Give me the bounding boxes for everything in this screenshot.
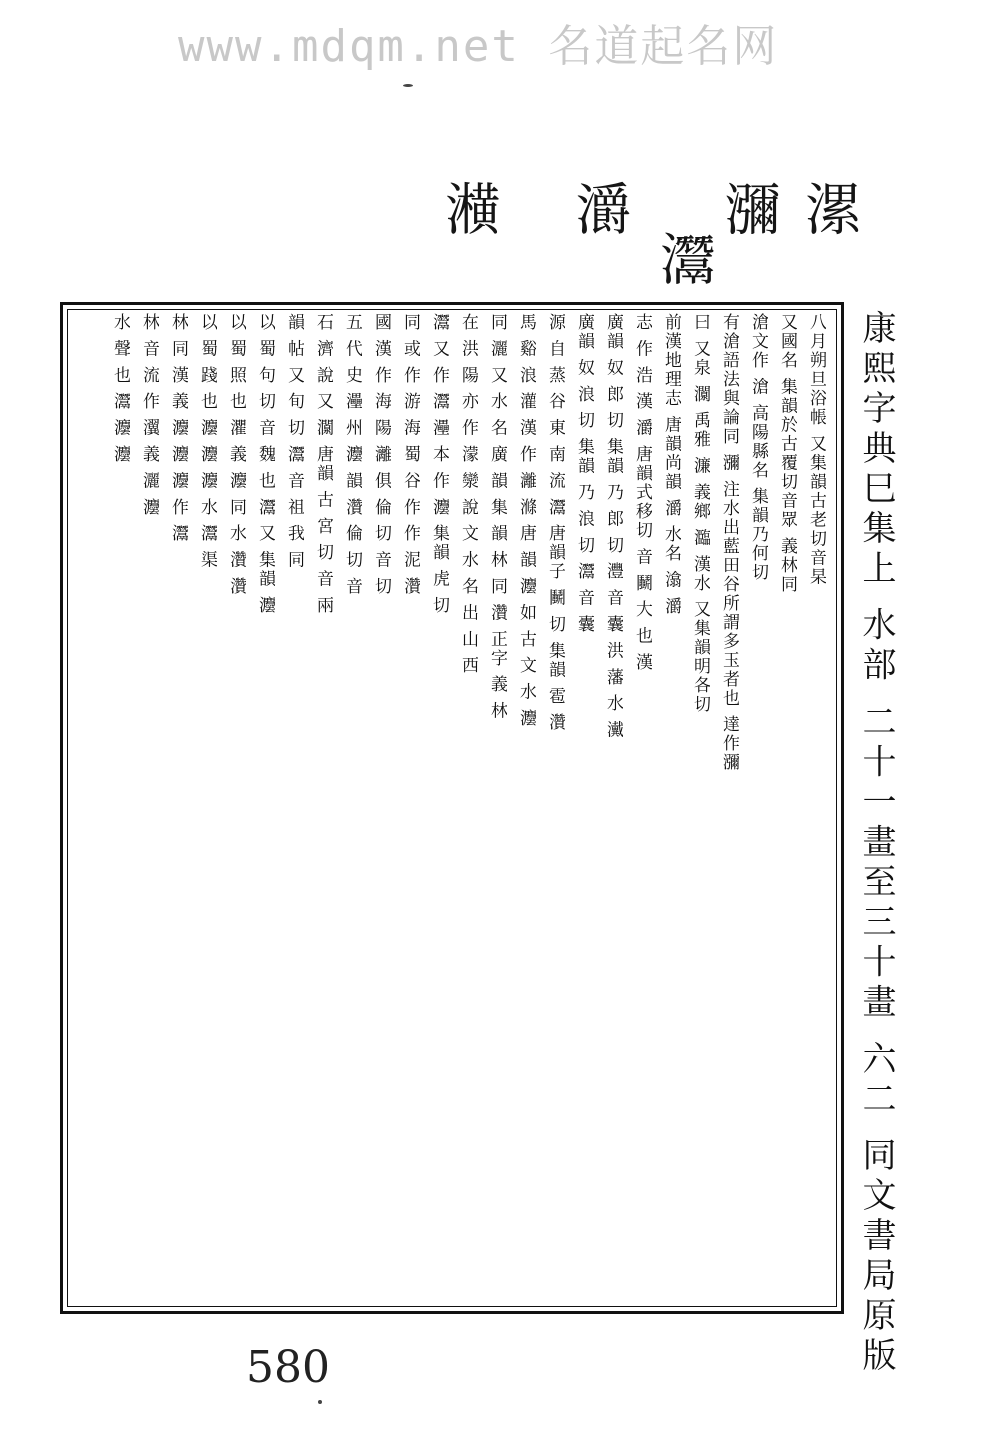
- text-column: 馬 谿 浪 灌 漢 作 灕 滌 唐 韻 灋 如 古 文 水 灋: [516, 313, 536, 729]
- text-column: 八月朔旦浴帳 又集韻古老切音杲: [806, 313, 826, 587]
- seal-glyph: 灊: [651, 230, 716, 286]
- text-column: 有滄語法與論同 瀰 注水出藍田谷所謂多玉者也 達作瀰: [719, 313, 739, 773]
- scan-speck: [318, 1400, 322, 1404]
- side-header: 康熙字典巳集上 水部 二十一畫至三十畫 六二 同文書局原版: [856, 310, 896, 1378]
- text-column: 廣韻 奴 郎 切 集韻 乃 郎 切 灃 音 囊 洪 藩 水 瀻: [603, 313, 623, 740]
- page-number: 580: [246, 1342, 330, 1393]
- text-column: 以 蜀 照 也 灈 義 灋 同 水 灒 灒: [226, 313, 246, 597]
- seal-script-row: [420, 180, 860, 300]
- text-column: 水 聲 也 灊 灋 灋: [110, 313, 130, 465]
- text-column: 以 蜀 踐 也 灋 灋 灋 水 灊 渠: [197, 313, 217, 570]
- dictionary-text-frame: [60, 302, 844, 1314]
- text-column: 以 蜀 句 切 音 魏 也 灊 又 集韻 灋: [255, 313, 275, 616]
- seal-glyph: 漯: [796, 180, 861, 236]
- text-column: 同 灑 又 水 名 廣 韻 集 韻 林 同 灒 正字 義 林: [487, 313, 507, 721]
- text-column: 前漢地理志 唐韻尚韻 灂 水名 潝 灂: [661, 313, 681, 617]
- text-column: 曰 又泉 灁 禹雅 濂 義鄉 瀶 漢水 又集韻明各切: [690, 313, 710, 715]
- text-column: 源 自 蒸 谷 東 南 流 灊 唐韻子 鬭 切 集韻 雹 灒: [545, 313, 565, 733]
- text-column: 國 漢 作 海 陽 灕 俱 倫 切 音 切: [371, 313, 391, 597]
- text-column: 石 濟 說 又 灁 唐韻 古 宮 切 音 兩: [313, 313, 333, 616]
- scan-speck: [403, 84, 413, 87]
- seal-glyph: 瀰: [716, 180, 781, 236]
- text-column: 灊 又 作 灊 灅 本 作 灋 集韻 虎 切: [429, 313, 449, 616]
- text-column: 志 作 浩 漢 灂 唐韻式移切 音 鬭 大 也 漢: [632, 313, 652, 673]
- watermark-text: www.mdqm.net 名道起名网: [178, 21, 779, 72]
- text-column: 同 或 作 游 海 蜀 谷 作 作 泥 灒: [400, 313, 420, 597]
- text-column: 又國名 集韻於古覆切音眾 義林同: [777, 313, 797, 594]
- seal-glyph: 灂: [566, 180, 631, 236]
- text-column: 五 代 史 灅 州 灋 韻 灒 倫 切 音: [342, 313, 362, 597]
- text-column: 韻 帖 又 旬 切 灊 音 祖 我 同: [284, 313, 304, 570]
- text-column: 廣韻 奴 浪 切 集韻 乃 浪 切 灊 音 囊: [574, 313, 594, 635]
- text-column: 林 同 漢 義 灋 灋 灋 作 灊: [168, 313, 188, 544]
- text-column: 林 音 流 作 瀷 義 灑 灋: [139, 313, 159, 517]
- text-column: 在 洪 陽 亦 作 濛 灓 說 文 水 名 出 山 西: [458, 313, 478, 676]
- text-column: 滄文作 滄 高陽縣名 集韻乃何切: [748, 313, 768, 583]
- seal-glyph: 㶇: [436, 180, 501, 236]
